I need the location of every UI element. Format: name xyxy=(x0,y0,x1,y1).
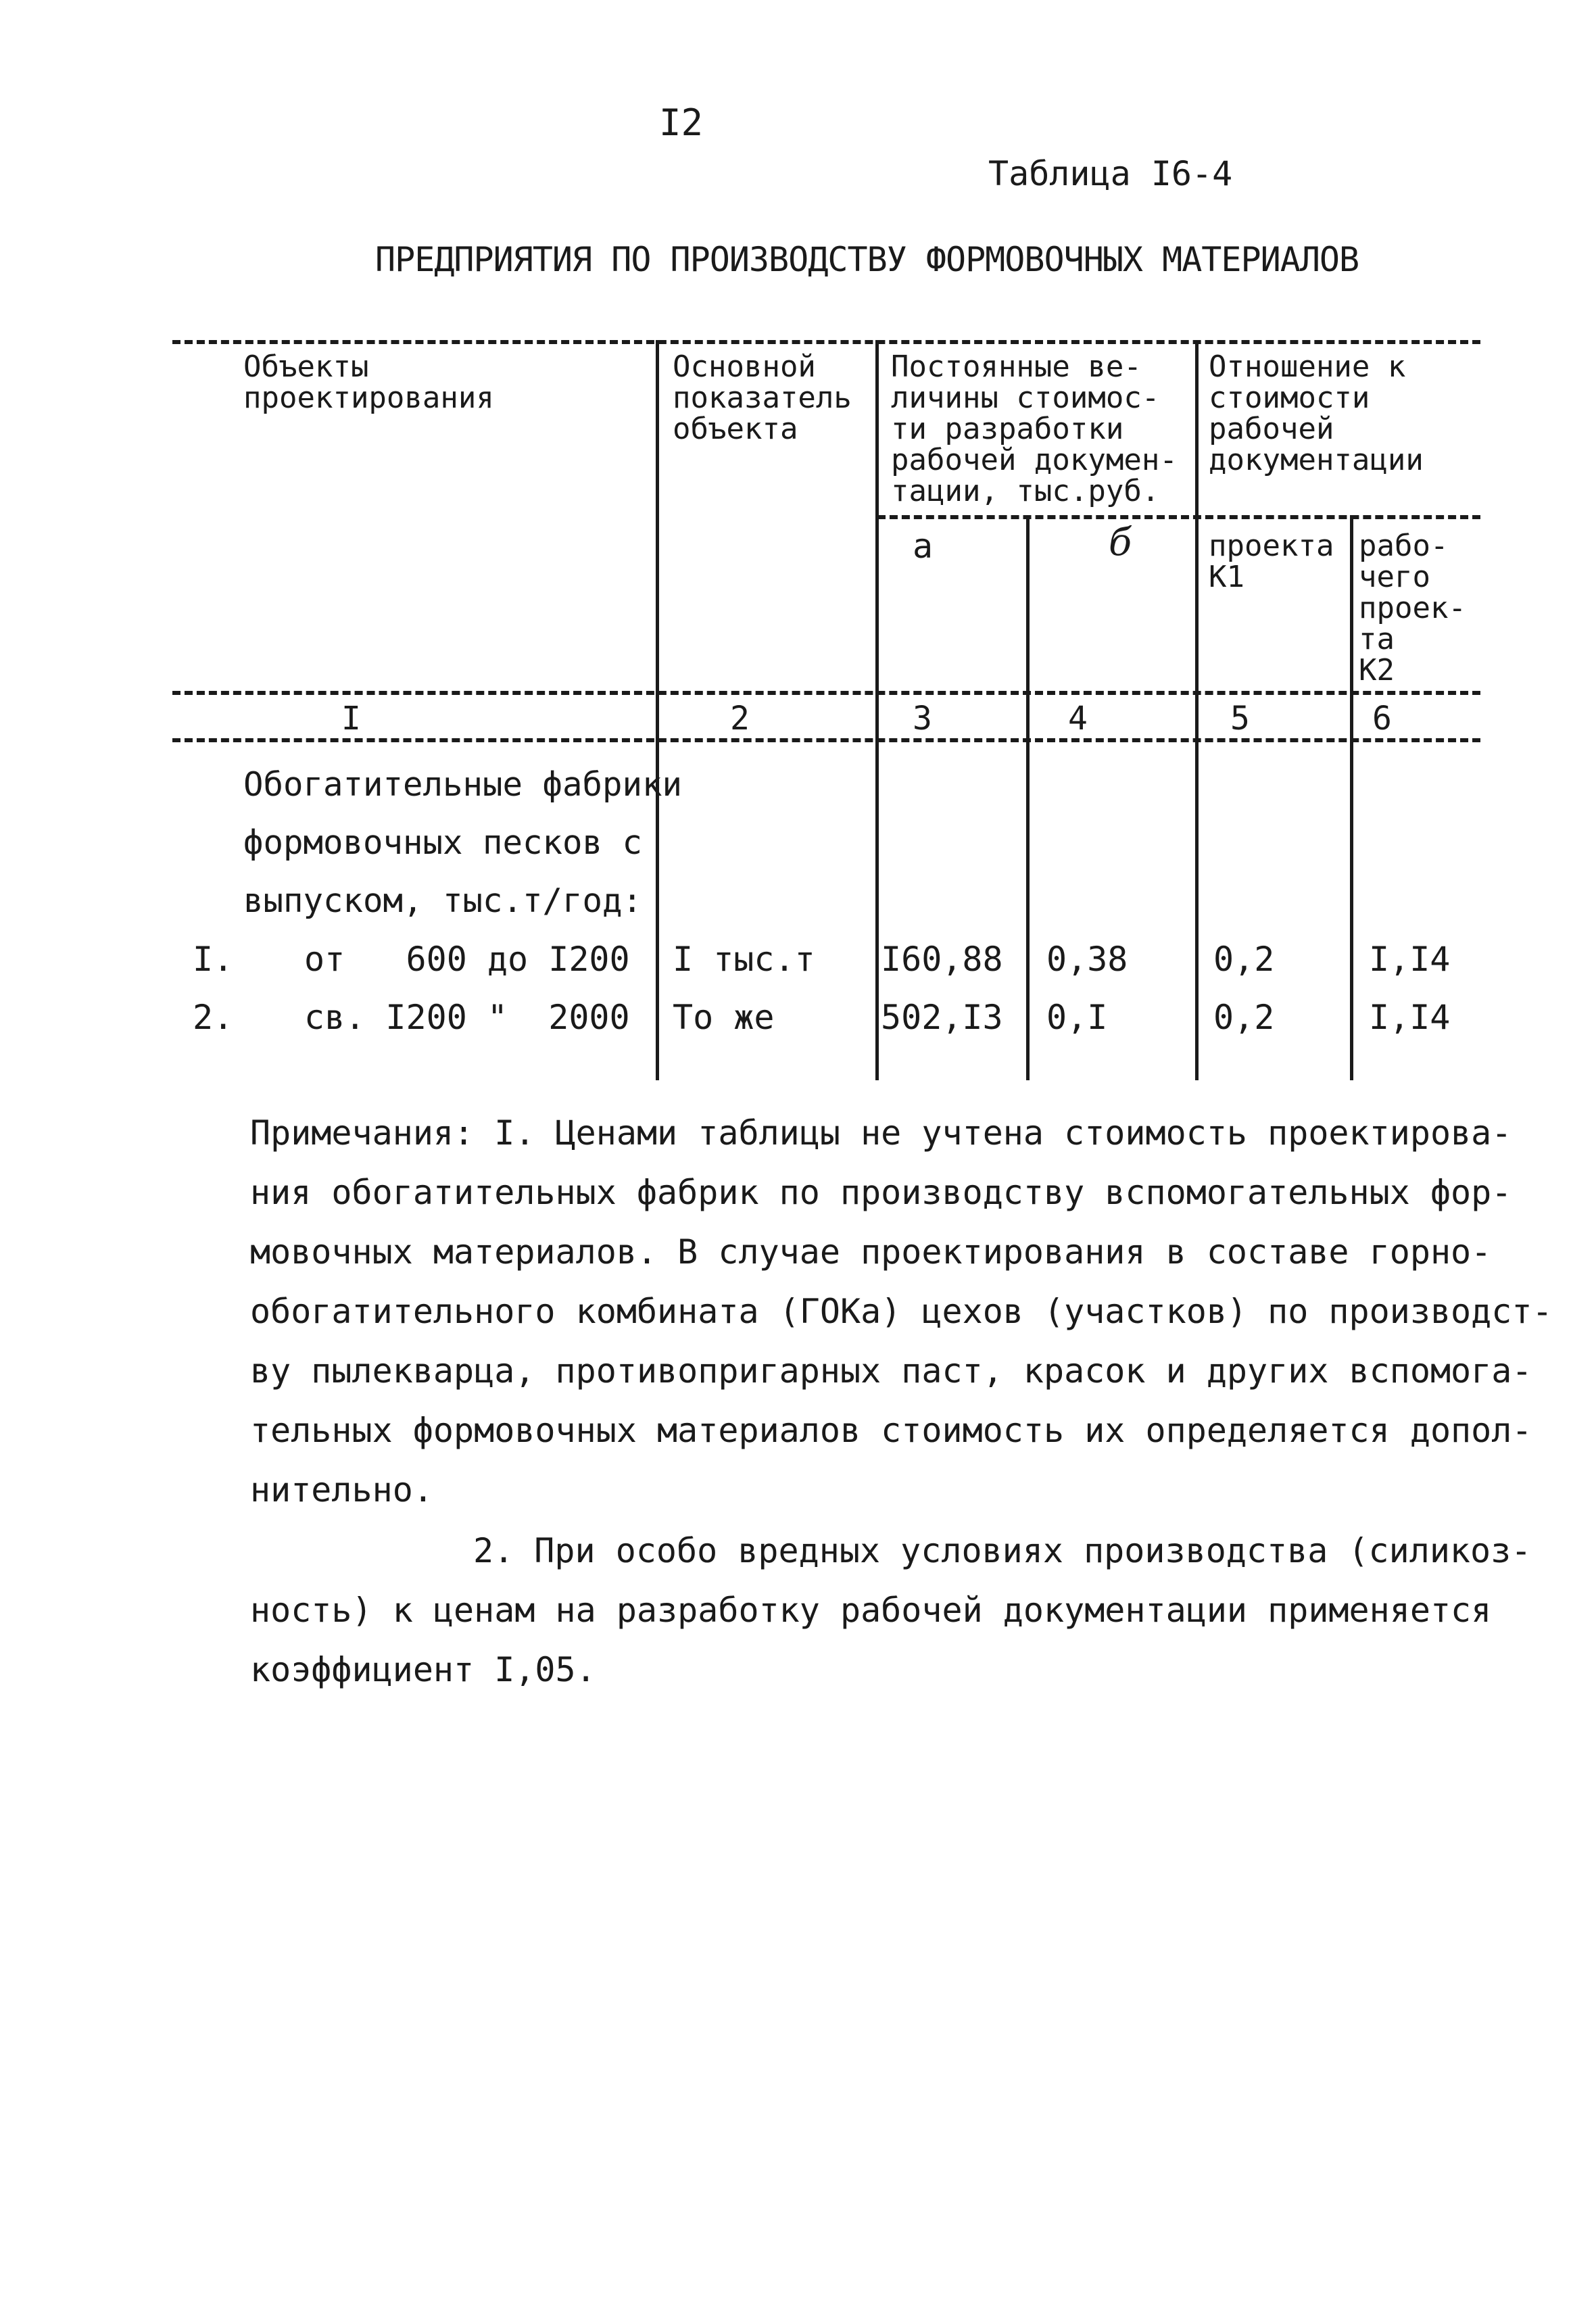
header-objects: Объекты проектирования xyxy=(243,349,494,415)
header-ratio: Отношение к стоимости рабочей документации xyxy=(1209,349,1424,477)
column-number-6: 6 xyxy=(1372,700,1392,738)
col-divider-1 xyxy=(656,340,659,1080)
column-number-3: 3 xyxy=(913,700,932,738)
row-range: св. I200 " 2000 xyxy=(304,998,630,1037)
col-divider-4 xyxy=(1195,340,1199,1080)
group-label-line-2: формовочных песков с xyxy=(243,823,643,862)
note-line: 2. При особо вредных условиях производства (силикоз- xyxy=(473,1531,1532,1570)
subheader-k1: проекта К1 xyxy=(1209,529,1334,594)
col-divider-3 xyxy=(1026,515,1030,1080)
row-value-k2: I,I4 xyxy=(1369,998,1451,1037)
group-label-line-1: Обогатительные фабрики xyxy=(243,765,683,804)
note-line: Примечания: I. Ценами таблицы не учтена стоимость проектирова- xyxy=(250,1113,1512,1153)
col-divider-2 xyxy=(875,340,879,1080)
col-divider-5 xyxy=(1350,515,1353,1080)
row-indicator: То же xyxy=(673,998,775,1037)
colnum-bottom-rule xyxy=(172,738,1480,742)
row-number: I. xyxy=(193,940,234,979)
row-value-k1: 0,2 xyxy=(1213,998,1275,1037)
row-indicator: I тыс.т xyxy=(673,940,815,979)
row-value-b: 0,38 xyxy=(1046,940,1128,979)
subheader-a: а xyxy=(913,527,934,566)
note-line: ву пылекварца, противопригарных паст, красок и других вспомога- xyxy=(250,1351,1532,1391)
column-number-5: 5 xyxy=(1230,700,1250,738)
table-title: ПРЕДПРИЯТИЯ ПО ПРОИЗВОДСТВУ ФОРМОВОЧНЫХ МАТЕРИАЛОВ xyxy=(375,240,1359,279)
column-number-2: 2 xyxy=(730,700,750,738)
column-number-1: I xyxy=(341,700,361,738)
note-line: коэффициент I,05. xyxy=(250,1650,596,1689)
row-value-a: I60,88 xyxy=(881,940,1003,979)
note-line: мовочных материалов. В случае проектирования в составе горно- xyxy=(250,1232,1492,1272)
table-top-rule xyxy=(172,340,1480,344)
row-value-b: 0,I xyxy=(1046,998,1108,1037)
row-value-k1: 0,2 xyxy=(1213,940,1275,979)
note-line: тельных формовочных материалов стоимость их определяется допол- xyxy=(250,1411,1532,1450)
group-label-line-3: выпуском, тыс.т/год: xyxy=(243,882,643,920)
row-value-k2: I,I4 xyxy=(1369,940,1451,979)
note-line: ния обогатительных фабрик по производству вспомогательных фор- xyxy=(250,1173,1512,1212)
column-number-4: 4 xyxy=(1068,700,1088,738)
row-number: 2. xyxy=(193,998,234,1037)
subheader-b: б xyxy=(1109,521,1132,564)
table-label: Таблица I6-4 xyxy=(988,154,1233,193)
header-main-indicator: Основной показатель объекта xyxy=(673,349,852,446)
header-bottom-rule xyxy=(172,691,1480,695)
header-constant-values: Постоянные ве- личины стоимос- ти разработки рабочей докумен- тации, тыс.руб. xyxy=(891,349,1178,508)
row-value-a: 502,I3 xyxy=(881,998,1003,1037)
note-line: ность) к ценам на разработку рабочей документации применяется xyxy=(250,1591,1492,1630)
note-line: нительно. xyxy=(250,1470,433,1510)
row-range: от 600 до I200 xyxy=(304,940,630,979)
subheader-k2: рабо- чего проек- та К2 xyxy=(1359,529,1466,687)
note-line: обогатительного комбината (ГОКа) цехов (участков) по производст- xyxy=(250,1292,1553,1331)
subheader-rule xyxy=(877,515,1480,519)
page-number: I2 xyxy=(659,101,704,144)
